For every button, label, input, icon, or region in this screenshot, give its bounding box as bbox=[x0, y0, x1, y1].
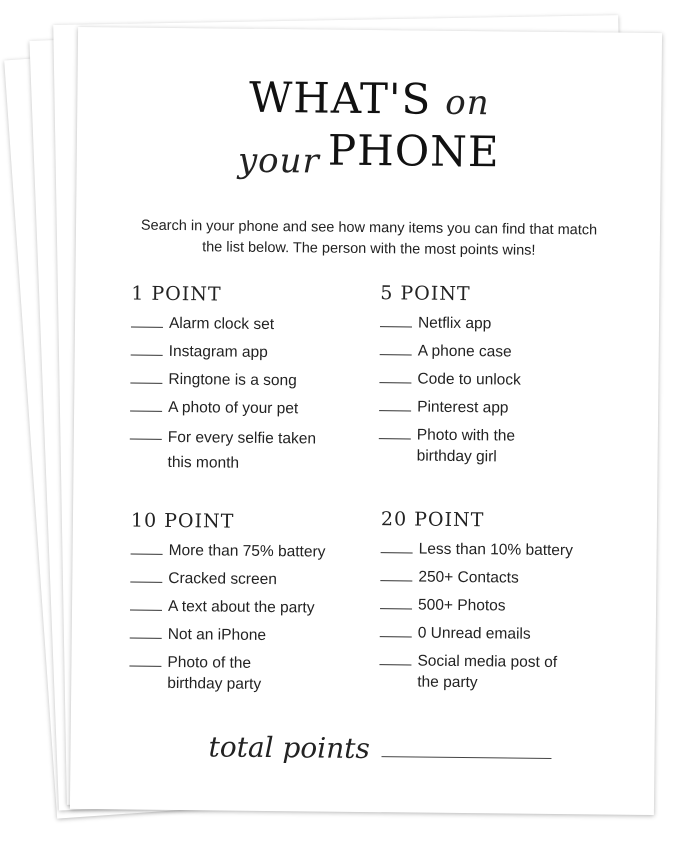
list-item bbox=[130, 596, 370, 620]
item-label: Ringtone is a song bbox=[168, 370, 297, 390]
item-list bbox=[379, 538, 621, 695]
list-item bbox=[131, 313, 371, 337]
item-label: Pinterest app bbox=[417, 398, 509, 417]
score-blank[interactable] bbox=[130, 369, 162, 384]
item-label: 500+ Photos bbox=[417, 596, 506, 615]
list-item bbox=[129, 425, 330, 477]
list-item bbox=[379, 368, 619, 392]
section-5-point bbox=[378, 282, 620, 476]
item-list bbox=[129, 540, 371, 697]
list-item bbox=[379, 424, 619, 469]
list-item bbox=[380, 622, 620, 646]
score-blank[interactable] bbox=[380, 594, 412, 609]
list-item bbox=[379, 396, 619, 420]
item-label: A text about the party bbox=[167, 597, 315, 617]
title-script-on: on bbox=[445, 82, 490, 124]
score-blank[interactable] bbox=[130, 397, 162, 412]
item-label: Social media post of the party bbox=[417, 652, 558, 692]
score-blank[interactable] bbox=[130, 568, 162, 583]
item-label: Code to unlock bbox=[417, 370, 521, 389]
item-label: Photo with the birthday girl bbox=[416, 426, 516, 466]
item-label: Instagram app bbox=[168, 342, 268, 361]
list-item bbox=[130, 624, 370, 648]
list-item bbox=[130, 397, 370, 421]
instructions-text: Search in your phone and see how many items you can find that match the list below. The person with the most points wins! bbox=[140, 217, 598, 259]
item-label: A phone case bbox=[417, 342, 512, 361]
score-blank[interactable] bbox=[380, 622, 412, 637]
score-blank[interactable] bbox=[379, 650, 411, 665]
score-blank[interactable] bbox=[379, 396, 411, 411]
section-heading: 1 POINT bbox=[131, 282, 222, 306]
section-heading: 5 POINT bbox=[380, 282, 471, 306]
score-blank[interactable] bbox=[380, 312, 412, 327]
score-blank[interactable] bbox=[131, 341, 163, 356]
item-label: Not an iPhone bbox=[167, 625, 267, 644]
item-label: Photo of the birthday party bbox=[167, 653, 262, 693]
item-label: More than 75% battery bbox=[168, 541, 326, 561]
list-item bbox=[130, 568, 370, 592]
score-blank[interactable] bbox=[379, 368, 411, 383]
item-label: Netflix app bbox=[417, 314, 492, 333]
list-item bbox=[131, 540, 371, 564]
section-20-point bbox=[379, 508, 621, 702]
list-item bbox=[381, 538, 621, 562]
score-blank[interactable] bbox=[130, 624, 162, 639]
list-item bbox=[380, 340, 620, 364]
title-script-your: your bbox=[237, 140, 320, 182]
list-item bbox=[380, 594, 620, 618]
list-item bbox=[131, 341, 371, 365]
item-label: Less than 10% battery bbox=[418, 540, 573, 560]
list-item bbox=[129, 652, 369, 697]
list-item bbox=[380, 566, 620, 590]
list-item bbox=[130, 369, 370, 393]
score-blank[interactable] bbox=[380, 340, 412, 355]
score-blank[interactable] bbox=[130, 596, 162, 611]
score-blank[interactable] bbox=[129, 652, 161, 667]
score-blank[interactable] bbox=[380, 566, 412, 581]
item-label: 250+ Contacts bbox=[418, 568, 519, 587]
total-points bbox=[208, 730, 552, 767]
item-label: A photo of your pet bbox=[168, 398, 299, 418]
list-item bbox=[379, 650, 619, 695]
item-label: 0 Unread emails bbox=[417, 624, 531, 643]
item-label: Cracked screen bbox=[168, 569, 277, 589]
score-blank[interactable] bbox=[379, 424, 411, 439]
title-main-phone: PHONE bbox=[327, 125, 500, 177]
score-blank[interactable] bbox=[131, 313, 163, 328]
score-blank[interactable] bbox=[130, 425, 162, 440]
score-blank[interactable] bbox=[381, 538, 413, 553]
game-card bbox=[70, 27, 662, 815]
section-1-point bbox=[129, 283, 371, 485]
section-10-point bbox=[129, 510, 371, 704]
section-heading: 10 POINT bbox=[130, 509, 235, 533]
title-line-2 bbox=[77, 123, 661, 182]
list-item bbox=[380, 312, 620, 336]
item-list bbox=[379, 312, 621, 469]
title-main-whats: WHAT'S bbox=[248, 72, 432, 124]
item-label: Alarm clock set bbox=[168, 314, 275, 334]
item-list bbox=[129, 313, 371, 478]
item-label: For every selfie taken this month bbox=[167, 428, 317, 472]
total-points-label: total points bbox=[208, 730, 371, 766]
title-line-1 bbox=[77, 71, 661, 126]
section-heading: 20 POINT bbox=[380, 508, 485, 532]
total-points-blank[interactable] bbox=[382, 756, 552, 759]
score-blank[interactable] bbox=[131, 540, 163, 555]
